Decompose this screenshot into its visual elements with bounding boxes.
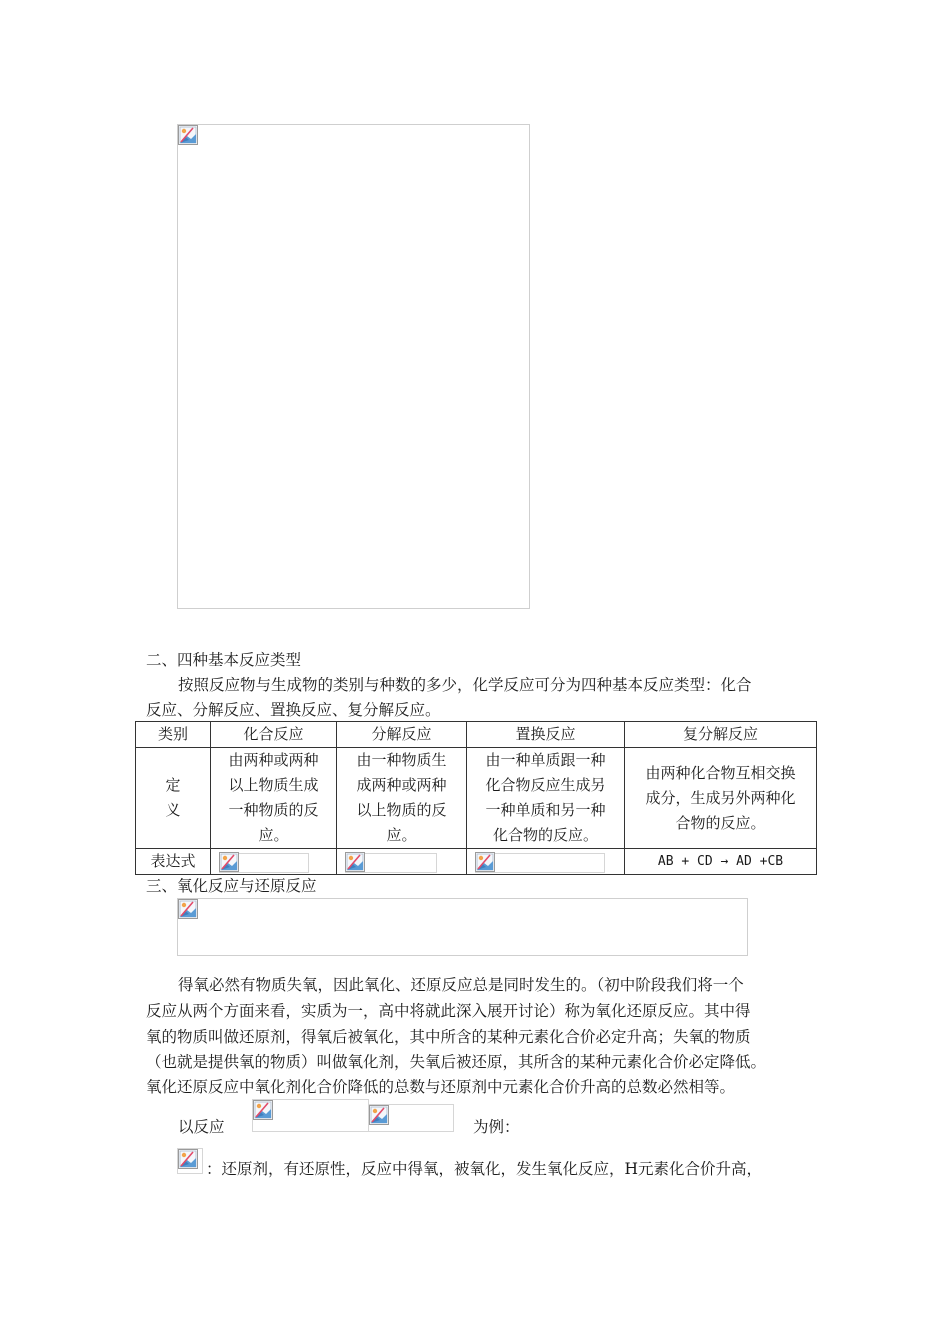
header-cell: 分解反应 <box>337 722 467 748</box>
paragraph-line: 得氧必然有物质失氧，因此氧化、还原反应总是同时发生的。（初中阶段我们将一个 <box>178 976 744 994</box>
intro-line-2: 反应、分解反应、置换反应、复分解反应。 <box>146 701 441 719</box>
reductant-description: ：还原剂，有还原性，反应中得氧，被氧化，发生氧化反应，H元素化合价升高， <box>206 1160 763 1178</box>
definition-cell-decomposition: 由一种物质生 成两种或两种 以上物质的反 应。 <box>337 748 467 849</box>
table-expression-row <box>136 849 817 875</box>
example-equation-image-1 <box>252 1099 369 1132</box>
redox-figure-placeholder <box>177 898 748 956</box>
definition-cell-displacement: 由一种单质跟一种 化合物反应生成另 一种单质和另一种 化合物的反应。 <box>467 748 625 849</box>
expression-cell-decomposition <box>337 849 467 875</box>
expression-cell-displacement <box>467 849 625 875</box>
broken-image-icon <box>178 899 198 919</box>
header-cell: 化合反应 <box>211 722 337 748</box>
paragraph-line: 氧的物质叫做还原剂，得氧后被氧化，其中所含的某种元素化合价必定升高；失氧的物质 <box>146 1028 751 1046</box>
table-definition-row <box>136 748 817 849</box>
header-cell: 复分解反应 <box>625 722 817 748</box>
definition-cell-double-decomposition: 由两种化合物互相交换 成分，生成另外两种化 合物的反应。 <box>625 748 817 849</box>
reductant-formula-image <box>177 1148 203 1174</box>
header-cell: 置换反应 <box>467 722 625 748</box>
paragraph-line: 氧化还原反应中氧化剂化合价降低的总数与还原剂中元素化合价升高的总数必然相等。 <box>146 1078 736 1096</box>
section-heading-redox: 三、氧化反应与还原反应 <box>146 877 317 895</box>
example-equation-image-2 <box>368 1104 454 1132</box>
section-heading-reaction-types: 二、四种基本反应类型 <box>146 651 302 669</box>
broken-image-icon <box>369 1105 389 1125</box>
example-prefix: 以反应 <box>178 1118 225 1136</box>
reaction-types-table <box>135 721 817 875</box>
definition-cell-combination: 由两种或两种 以上物质生成 一种物质的反 应。 <box>211 748 337 849</box>
definition-label: 定 义 <box>136 748 211 849</box>
broken-image-icon <box>253 1100 273 1120</box>
header-cell: 类别 <box>136 722 211 748</box>
broken-image-icon <box>345 852 365 872</box>
expression-cell-combination <box>211 849 337 875</box>
table-header-row <box>136 722 817 748</box>
paragraph-line: （也就是提供氧的物质）叫做氧化剂，失氧后被还原，其所含的某种元素化合价必定降低。 <box>146 1053 767 1071</box>
broken-image-icon <box>178 125 198 145</box>
expression-label: 表达式 <box>136 849 211 875</box>
intro-line-1: 按照反应物与生成物的类别与种数的多少，化学反应可分为四种基本反应类型：化合 <box>178 676 752 694</box>
figure-placeholder <box>177 124 530 609</box>
example-suffix: 为例： <box>473 1118 520 1136</box>
broken-image-icon <box>475 852 495 872</box>
broken-image-icon <box>219 852 239 872</box>
broken-image-icon <box>178 1149 198 1169</box>
expression-cell-double-decomposition: AB + CD → AD +CB <box>625 849 817 875</box>
paragraph-line: 反应从两个方面来看，实质为一，高中将就此深入展开讨论）称为氧化还原反应。其中得 <box>146 1002 751 1020</box>
